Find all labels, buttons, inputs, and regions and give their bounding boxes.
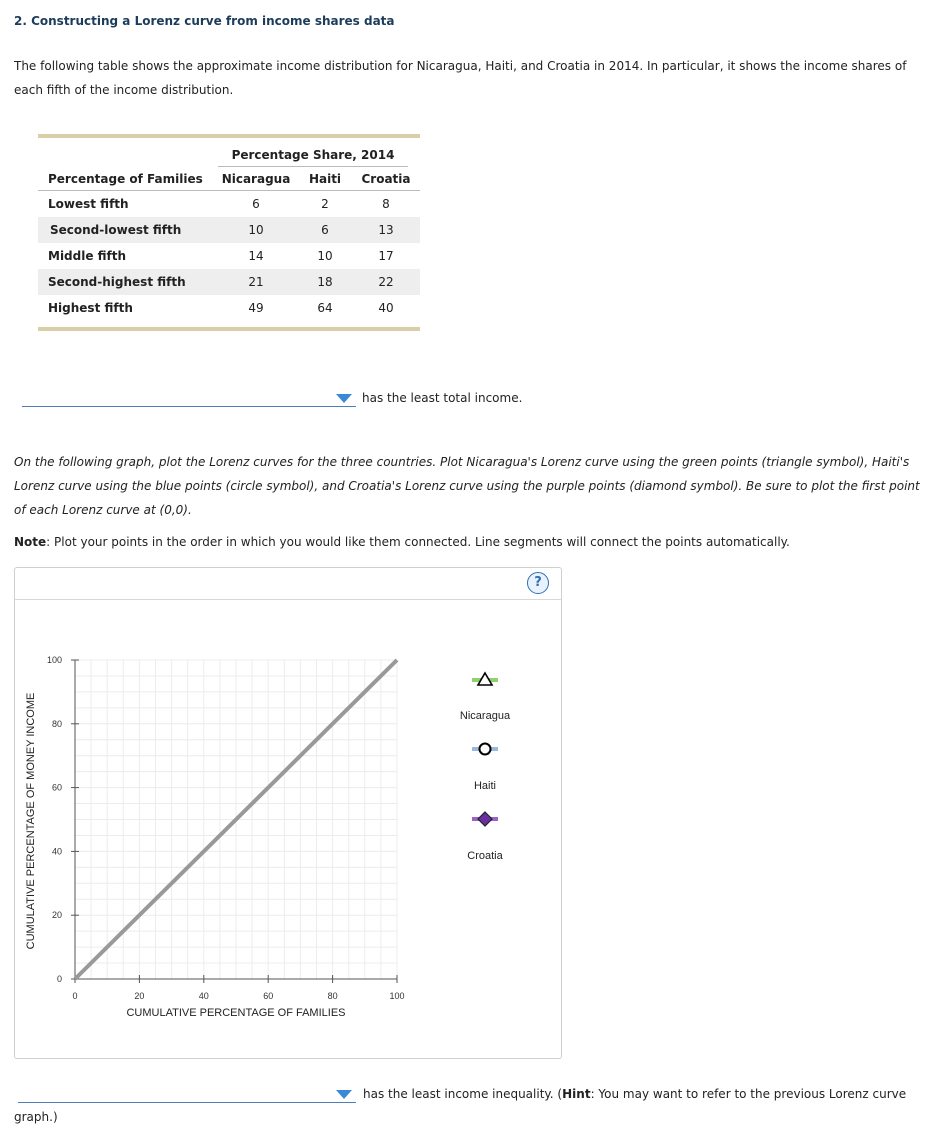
col-header-nicaragua: Nicaragua bbox=[221, 172, 291, 186]
cell-value: 17 bbox=[378, 249, 394, 263]
x-tick-label: 20 bbox=[134, 991, 145, 1001]
row-label: Lowest fifth bbox=[48, 197, 129, 211]
diamond-icon[interactable] bbox=[478, 812, 492, 826]
row-label: Second-lowest fifth bbox=[50, 223, 182, 237]
chevron-down-icon[interactable] bbox=[336, 394, 352, 403]
table-bottom-rule bbox=[38, 327, 420, 331]
income-table bbox=[38, 134, 420, 332]
table-row bbox=[38, 191, 420, 217]
table-row bbox=[38, 295, 420, 321]
y-tick-label: 0 bbox=[56, 974, 62, 984]
note-text bbox=[14, 535, 790, 549]
legend-label: Haiti bbox=[473, 780, 497, 792]
cell-value: 6 bbox=[321, 223, 329, 237]
cell-value: 21 bbox=[248, 275, 264, 289]
cell-value: 49 bbox=[248, 301, 264, 315]
cell-value: 14 bbox=[248, 249, 264, 263]
cell-value: 40 bbox=[378, 301, 394, 315]
hint-label: Hint bbox=[562, 1087, 591, 1101]
y-tick-label: 20 bbox=[51, 910, 62, 921]
legend-label: Croatia bbox=[467, 850, 503, 862]
suffix-before: has the least income inequality. ( bbox=[363, 1087, 563, 1101]
cell-value: 13 bbox=[378, 223, 394, 237]
group-header: Percentage Share, 2014 bbox=[231, 148, 395, 162]
y-tick-label: 40 bbox=[51, 846, 62, 857]
intro-text: The following table shows the approximate income distribution for Nicaragua, Haiti, and Croatia in 2014. In particular, it shows the income shares of each fifth of the income distribution. bbox=[14, 59, 907, 97]
table-row bbox=[38, 217, 420, 243]
table-row bbox=[38, 269, 420, 295]
legend-croatia[interactable] bbox=[467, 812, 503, 862]
y-axis-label: CUMULATIVE PERCENTAGE OF MONEY INCOME bbox=[25, 692, 37, 950]
legend-nicaragua[interactable] bbox=[460, 673, 511, 722]
dropdown2-suffix bbox=[363, 1087, 923, 1101]
x-tick-label: 80 bbox=[327, 991, 338, 1001]
note-body: : Plot your points in the order in which you would like them connected. Line segments will connect the points automatically. bbox=[46, 535, 790, 549]
least-inequality-dropdown[interactable] bbox=[18, 1084, 356, 1104]
graph-instructions: On the following graph, plot the Lorenz curves for the three countries. Plot Nicaragua's Lorenz curve using the green points (triangle symbol), Haiti's Lorenz curve using the blue points (circle symbol), and Croatia's Lorenz curve using the purple points (diamond symbol). Be sure to plot the first point of each Lorenz curve at (0,0). bbox=[14, 455, 920, 517]
y-tick-label: 80 bbox=[51, 718, 62, 729]
y-tick-label: 60 bbox=[51, 782, 62, 793]
cell-value: 64 bbox=[317, 301, 333, 315]
table-header-row bbox=[38, 166, 420, 192]
legend-haiti[interactable] bbox=[472, 744, 498, 793]
suffix-after: : You may want to refer to the previous Lorenz curve bbox=[590, 1087, 907, 1101]
cell-value: 2 bbox=[321, 197, 329, 211]
lorenz-chart[interactable] bbox=[15, 568, 561, 1058]
x-tick-label: 0 bbox=[72, 991, 78, 1001]
row-label: Second-highest fifth bbox=[48, 275, 186, 289]
cell-value: 6 bbox=[252, 197, 260, 211]
row-header: Percentage of Families bbox=[48, 172, 203, 186]
circle-icon[interactable] bbox=[480, 744, 491, 755]
legend-label: Nicaragua bbox=[459, 710, 511, 722]
chevron-down-icon[interactable] bbox=[336, 1090, 352, 1099]
cell-value: 8 bbox=[382, 197, 390, 211]
dropdown1-suffix: has the least total income. bbox=[362, 391, 523, 405]
x-tick-label: 60 bbox=[263, 991, 274, 1001]
note-label: Note bbox=[14, 535, 47, 549]
help-icon[interactable]: ? bbox=[527, 572, 549, 594]
question-title: 2. Constructing a Lorenz curve from income shares data bbox=[14, 14, 395, 28]
graph-panel[interactable] bbox=[14, 567, 562, 1059]
table-top-rule bbox=[38, 134, 420, 138]
x-tick-label: 40 bbox=[198, 991, 209, 1001]
cell-value: 10 bbox=[317, 249, 333, 263]
least-income-dropdown[interactable] bbox=[22, 388, 356, 408]
col-header-haiti: Haiti bbox=[308, 172, 342, 186]
col-header-croatia: Croatia bbox=[361, 172, 411, 186]
row-label: Highest fifth bbox=[48, 301, 133, 315]
x-axis-label: CUMULATIVE PERCENTAGE OF FAMILIES bbox=[126, 1007, 346, 1019]
cell-value: 22 bbox=[378, 275, 394, 289]
dropdown-underline bbox=[22, 406, 356, 407]
cell-value: 18 bbox=[317, 275, 333, 289]
row-label: Middle fifth bbox=[48, 249, 127, 263]
table-row bbox=[38, 243, 420, 269]
dropdown-underline bbox=[18, 1102, 356, 1103]
x-tick-label: 100 bbox=[389, 991, 405, 1001]
y-tick-label: 100 bbox=[46, 655, 62, 665]
cell-value: 10 bbox=[248, 223, 264, 237]
dropdown2-continuation: graph.) bbox=[14, 1110, 58, 1124]
